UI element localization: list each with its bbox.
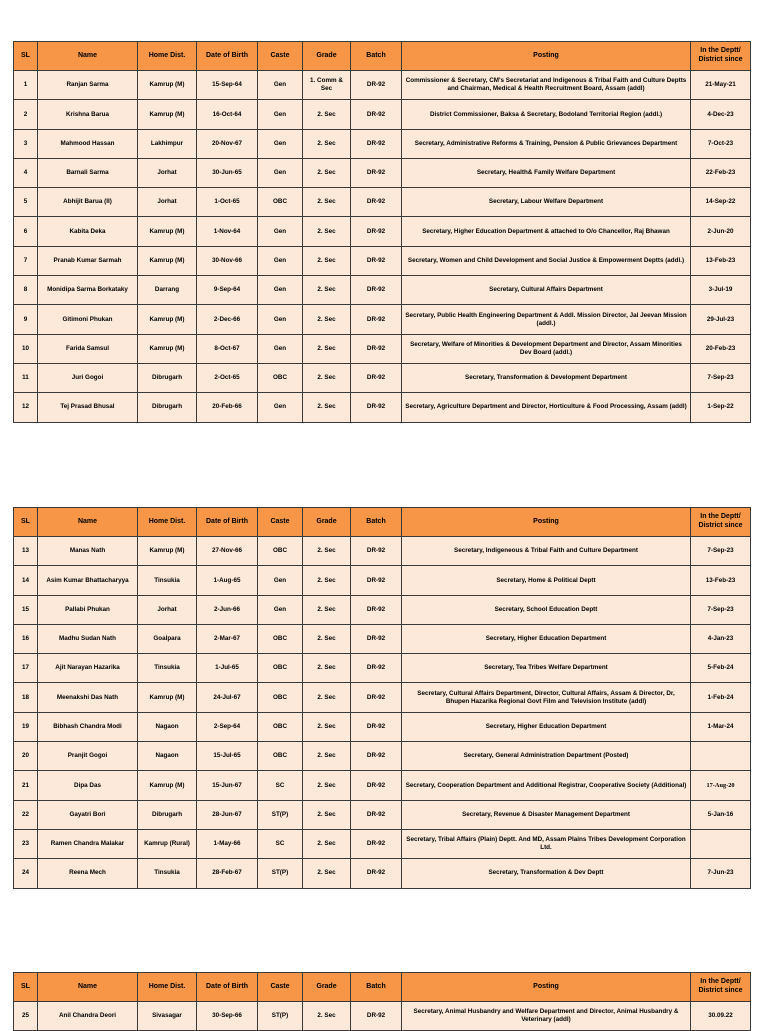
name-cell: Gitimoni Phukan xyxy=(38,305,138,334)
since-cell: 21-May-21 xyxy=(691,71,751,100)
posting-cell: Secretary, Higher Education Department & attached to O/o Chancellor, Raj Bhawan xyxy=(402,217,691,246)
dob-cell: 9-Sep-64 xyxy=(197,276,258,305)
dob-cell: 1-Jul-65 xyxy=(197,654,258,683)
home-dist-cell: Kamrup (Rural) xyxy=(138,829,197,858)
column-header: Caste xyxy=(258,973,303,1002)
grade-cell: 2. Sec xyxy=(303,595,351,624)
caste-cell: Gen xyxy=(258,393,303,422)
table-row xyxy=(14,276,751,305)
table-row xyxy=(14,800,751,829)
since-cell xyxy=(691,742,751,771)
since-cell: 22-Feb-23 xyxy=(691,158,751,187)
batch-cell: DR-92 xyxy=(351,683,402,712)
sl-cell: 22 xyxy=(14,800,38,829)
posting-cell: Secretary, General Administration Department (Posted) xyxy=(402,742,691,771)
posting-cell: Secretary, Animal Husbandry and Welfare Department and Director, Animal Husbandry & Veterinary (addl) xyxy=(402,1002,691,1031)
column-header: Name xyxy=(38,973,138,1002)
sl-cell: 9 xyxy=(14,305,38,334)
grade-cell: 2. Sec xyxy=(303,800,351,829)
caste-cell: SC xyxy=(258,829,303,858)
sl-cell: 5 xyxy=(14,188,38,217)
batch-cell: DR-92 xyxy=(351,654,402,683)
since-cell xyxy=(691,829,751,858)
dob-cell: 28-Jun-67 xyxy=(197,800,258,829)
name-cell: Farida Samsul xyxy=(38,334,138,363)
column-header: Name xyxy=(38,508,138,537)
home-dist-cell: Kamrup (M) xyxy=(138,246,197,275)
since-cell: 13-Feb-23 xyxy=(691,246,751,275)
sl-cell: 4 xyxy=(14,158,38,187)
sl-cell: 19 xyxy=(14,712,38,741)
grade-cell: 2. Sec xyxy=(303,276,351,305)
column-header: Batch xyxy=(351,42,402,71)
column-header: Caste xyxy=(258,508,303,537)
batch-cell: DR-92 xyxy=(351,217,402,246)
grade-cell: 2. Sec xyxy=(303,363,351,392)
header-row xyxy=(14,508,751,537)
name-cell: Tej Prasad Bhusal xyxy=(38,393,138,422)
batch-cell: DR-92 xyxy=(351,246,402,275)
column-header: Date of Birth xyxy=(197,508,258,537)
batch-cell: DR-92 xyxy=(351,537,402,566)
caste-cell: Gen xyxy=(258,217,303,246)
dob-cell: 16-Oct-64 xyxy=(197,100,258,129)
sl-cell: 18 xyxy=(14,683,38,712)
sl-cell: 23 xyxy=(14,829,38,858)
dob-cell: 27-Nov-66 xyxy=(197,537,258,566)
column-header: Posting xyxy=(402,508,691,537)
batch-cell: DR-92 xyxy=(351,71,402,100)
caste-cell: Gen xyxy=(258,71,303,100)
since-cell: 3-Jul-19 xyxy=(691,276,751,305)
home-dist-cell: Sivasagar xyxy=(138,1002,197,1031)
posting-cell: Secretary, Agriculture Department and Director, Horticulture & Food Processing, Assam (addl) xyxy=(402,393,691,422)
caste-cell: ST(P) xyxy=(258,1002,303,1031)
home-dist-cell: Kamrup (M) xyxy=(138,71,197,100)
name-cell: Gayatri Bori xyxy=(38,800,138,829)
caste-cell: SC xyxy=(258,771,303,800)
grade-cell: 2. Sec xyxy=(303,129,351,158)
caste-cell: OBC xyxy=(258,537,303,566)
batch-cell: DR-92 xyxy=(351,595,402,624)
home-dist-cell: Kamrup (M) xyxy=(138,334,197,363)
batch-cell: DR-92 xyxy=(351,305,402,334)
name-cell: Pranjit Gogoi xyxy=(38,742,138,771)
caste-cell: Gen xyxy=(258,566,303,595)
sl-cell: 17 xyxy=(14,654,38,683)
caste-cell: OBC xyxy=(258,363,303,392)
caste-cell: OBC xyxy=(258,742,303,771)
posting-cell: Secretary, School Education Deptt xyxy=(402,595,691,624)
column-header: Batch xyxy=(351,508,402,537)
caste-cell: ST(P) xyxy=(258,859,303,888)
table-row xyxy=(14,363,751,392)
table-row xyxy=(14,129,751,158)
sl-cell: 15 xyxy=(14,595,38,624)
sl-cell: 3 xyxy=(14,129,38,158)
since-cell: 5-Feb-24 xyxy=(691,654,751,683)
column-header: Name xyxy=(38,42,138,71)
header-row xyxy=(14,973,751,1002)
grade-cell: 2. Sec xyxy=(303,712,351,741)
grade-cell: 2. Sec xyxy=(303,859,351,888)
name-cell: Bibhash Chandra Modi xyxy=(38,712,138,741)
since-cell: 1-Feb-24 xyxy=(691,683,751,712)
column-header: In the Deptt/ District since xyxy=(691,508,751,537)
home-dist-cell: Tinsukia xyxy=(138,654,197,683)
sl-cell: 2 xyxy=(14,100,38,129)
since-cell: 1-Sep-22 xyxy=(691,393,751,422)
column-header: SL xyxy=(14,508,38,537)
home-dist-cell: Nagaon xyxy=(138,712,197,741)
name-cell: Pallabi Phukan xyxy=(38,595,138,624)
sl-cell: 1 xyxy=(14,71,38,100)
sl-cell: 16 xyxy=(14,624,38,653)
dob-cell: 1-Nov-64 xyxy=(197,217,258,246)
grade-cell: 2. Sec xyxy=(303,1002,351,1031)
posting-cell: Secretary, Transformation & Dev Deptt xyxy=(402,859,691,888)
caste-cell: OBC xyxy=(258,188,303,217)
caste-cell: Gen xyxy=(258,246,303,275)
dob-cell: 30-Nov-66 xyxy=(197,246,258,275)
home-dist-cell: Dibrugarh xyxy=(138,800,197,829)
batch-cell: DR-92 xyxy=(351,859,402,888)
dob-cell: 2-Dec-66 xyxy=(197,305,258,334)
column-header: In the Deptt/ District since xyxy=(691,42,751,71)
batch-cell: DR-92 xyxy=(351,334,402,363)
since-cell: 1-Mar-24 xyxy=(691,712,751,741)
sl-cell: 13 xyxy=(14,537,38,566)
table-row xyxy=(14,393,751,422)
posting-cell: Commissioner & Secretary, CM's Secretariat and Indigenous & Tribal Faith and Culture Deptts and Chairman, Medical & Health Recruitment Board, Assam (addl) xyxy=(402,71,691,100)
grade-cell: 2. Sec xyxy=(303,393,351,422)
home-dist-cell: Kamrup (M) xyxy=(138,305,197,334)
home-dist-cell: Darrang xyxy=(138,276,197,305)
batch-cell: DR-92 xyxy=(351,276,402,305)
officers-table-3 xyxy=(13,972,751,1031)
home-dist-cell: Jorhat xyxy=(138,188,197,217)
posting-cell: Secretary, Public Health Engineering Department & Addl. Mission Director, Jal Jeevan Mission (addl.) xyxy=(402,305,691,334)
sl-cell: 24 xyxy=(14,859,38,888)
table-row xyxy=(14,624,751,653)
dob-cell: 28-Feb-67 xyxy=(197,859,258,888)
caste-cell: OBC xyxy=(258,683,303,712)
dob-cell: 30-Jun-65 xyxy=(197,158,258,187)
grade-cell: 2. Sec xyxy=(303,829,351,858)
sl-cell: 12 xyxy=(14,393,38,422)
name-cell: Ramen Chandra Malakar xyxy=(38,829,138,858)
sl-cell: 11 xyxy=(14,363,38,392)
grade-cell: 2. Sec xyxy=(303,246,351,275)
since-cell: 7-Jun-23 xyxy=(691,859,751,888)
sl-cell: 20 xyxy=(14,742,38,771)
sl-cell: 8 xyxy=(14,276,38,305)
table-row xyxy=(14,1002,751,1031)
column-header: Posting xyxy=(402,973,691,1002)
dob-cell: 1-Oct-65 xyxy=(197,188,258,217)
caste-cell: Gen xyxy=(258,129,303,158)
dob-cell: 15-Sep-64 xyxy=(197,71,258,100)
grade-cell: 2. Sec xyxy=(303,771,351,800)
name-cell: Mahmood Hassan xyxy=(38,129,138,158)
batch-cell: DR-92 xyxy=(351,100,402,129)
batch-cell: DR-92 xyxy=(351,771,402,800)
grade-cell: 2. Sec xyxy=(303,566,351,595)
grade-cell: 2. Sec xyxy=(303,100,351,129)
dob-cell: 1-May-66 xyxy=(197,829,258,858)
posting-cell: Secretary, Indigeneous & Tribal Faith and Culture Department xyxy=(402,537,691,566)
name-cell: Anil Chandra Deori xyxy=(38,1002,138,1031)
name-cell: Asim Kumar Bhattacharyya xyxy=(38,566,138,595)
since-cell: 30.09.22 xyxy=(691,1002,751,1031)
table-row xyxy=(14,71,751,100)
caste-cell: OBC xyxy=(258,712,303,741)
dob-cell: 20-Nov-67 xyxy=(197,129,258,158)
since-cell: 7-Sep-23 xyxy=(691,595,751,624)
batch-cell: DR-92 xyxy=(351,566,402,595)
table-row xyxy=(14,100,751,129)
column-header: Home Dist. xyxy=(138,42,197,71)
column-header: Date of Birth xyxy=(197,42,258,71)
grade-cell: 2. Sec xyxy=(303,742,351,771)
table-row xyxy=(14,188,751,217)
since-cell: 7-Sep-23 xyxy=(691,363,751,392)
home-dist-cell: Kamrup (M) xyxy=(138,100,197,129)
table-row xyxy=(14,771,751,800)
caste-cell: ST(P) xyxy=(258,800,303,829)
since-cell: 7-Sep-23 xyxy=(691,537,751,566)
dob-cell: 30-Sep-66 xyxy=(197,1002,258,1031)
sl-cell: 14 xyxy=(14,566,38,595)
grade-cell: 2. Sec xyxy=(303,217,351,246)
batch-cell: DR-92 xyxy=(351,712,402,741)
name-cell: Monidipa Sarma Borkataky xyxy=(38,276,138,305)
posting-cell: Secretary, Labour Welfare Department xyxy=(402,188,691,217)
dob-cell: 15-Jul-65 xyxy=(197,742,258,771)
column-header: Home Dist. xyxy=(138,508,197,537)
dob-cell: 2-Oct-65 xyxy=(197,363,258,392)
dob-cell: 20-Feb-66 xyxy=(197,393,258,422)
home-dist-cell: Dibrugarh xyxy=(138,393,197,422)
table-row xyxy=(14,654,751,683)
posting-cell: Secretary, Home & Political Deptt xyxy=(402,566,691,595)
batch-cell: DR-92 xyxy=(351,742,402,771)
batch-cell: DR-92 xyxy=(351,363,402,392)
header-row xyxy=(14,42,751,71)
column-header: Grade xyxy=(303,42,351,71)
officers-table-1 xyxy=(13,41,751,423)
home-dist-cell: Kamrup (M) xyxy=(138,771,197,800)
posting-cell: Secretary, Health& Family Welfare Department xyxy=(402,158,691,187)
since-cell: 4-Jan-23 xyxy=(691,624,751,653)
since-cell: 5-Jan-16 xyxy=(691,800,751,829)
column-header: In the Deptt/ District since xyxy=(691,973,751,1002)
home-dist-cell: Kamrup (M) xyxy=(138,537,197,566)
caste-cell: Gen xyxy=(258,276,303,305)
batch-cell: DR-92 xyxy=(351,1002,402,1031)
name-cell: Pranab Kumar Sarmah xyxy=(38,246,138,275)
officers-table-2 xyxy=(13,507,751,889)
name-cell: Kabita Deka xyxy=(38,217,138,246)
posting-cell: Secretary, Administrative Reforms & Training, Pension & Public Grievances Department xyxy=(402,129,691,158)
since-cell: 17-Aug-20 xyxy=(691,771,751,800)
caste-cell: OBC xyxy=(258,624,303,653)
caste-cell: OBC xyxy=(258,654,303,683)
dob-cell: 24-Jul-67 xyxy=(197,683,258,712)
column-header: Caste xyxy=(258,42,303,71)
since-cell: 2-Jun-20 xyxy=(691,217,751,246)
batch-cell: DR-92 xyxy=(351,800,402,829)
column-header: Grade xyxy=(303,508,351,537)
batch-cell: DR-92 xyxy=(351,393,402,422)
batch-cell: DR-92 xyxy=(351,624,402,653)
home-dist-cell: Tinsukia xyxy=(138,566,197,595)
caste-cell: Gen xyxy=(258,334,303,363)
column-header: Date of Birth xyxy=(197,973,258,1002)
posting-cell: Secretary, Tribal Affairs (Plain) Deptt. And MD, Assam Plains Tribes Development Corporation Ltd. xyxy=(402,829,691,858)
home-dist-cell: Lakhimpur xyxy=(138,129,197,158)
batch-cell: DR-92 xyxy=(351,129,402,158)
table-row xyxy=(14,683,751,712)
name-cell: Abhijit Barua (II) xyxy=(38,188,138,217)
name-cell: Ranjan Sarma xyxy=(38,71,138,100)
table-row xyxy=(14,246,751,275)
dob-cell: 1-Aug-65 xyxy=(197,566,258,595)
column-header: SL xyxy=(14,42,38,71)
grade-cell: 2. Sec xyxy=(303,188,351,217)
posting-cell: Secretary, Tea Tribes Welfare Department xyxy=(402,654,691,683)
sl-cell: 6 xyxy=(14,217,38,246)
sl-cell: 21 xyxy=(14,771,38,800)
grade-cell: 2. Sec xyxy=(303,654,351,683)
table-row xyxy=(14,217,751,246)
posting-cell: Secretary, Cultural Affairs Department, Director, Cultural Affairs, Assam & Director, Dr, Bhupen Hazarika Regional Govt Film and Television Institute (addl) xyxy=(402,683,691,712)
posting-cell: Secretary, Higher Education Department xyxy=(402,624,691,653)
sl-cell: 10 xyxy=(14,334,38,363)
dob-cell: 2-Mar-67 xyxy=(197,624,258,653)
table-row xyxy=(14,158,751,187)
since-cell: 13-Feb-23 xyxy=(691,566,751,595)
posting-cell: Secretary, Cultural Affairs Department xyxy=(402,276,691,305)
since-cell: 7-Oct-23 xyxy=(691,129,751,158)
grade-cell: 2. Sec xyxy=(303,305,351,334)
home-dist-cell: Nagaon xyxy=(138,742,197,771)
grade-cell: 2. Sec xyxy=(303,683,351,712)
table-row xyxy=(14,829,751,858)
table-row xyxy=(14,595,751,624)
dob-cell: 8-Oct-67 xyxy=(197,334,258,363)
home-dist-cell: Goalpara xyxy=(138,624,197,653)
grade-cell: 2. Sec xyxy=(303,158,351,187)
column-header: Home Dist. xyxy=(138,973,197,1002)
posting-cell: Secretary, Cooperation Department and Additional Registrar, Cooperative Society (Additional) xyxy=(402,771,691,800)
since-cell: 14-Sep-22 xyxy=(691,188,751,217)
home-dist-cell: Dibrugarh xyxy=(138,363,197,392)
grade-cell: 2. Sec xyxy=(303,624,351,653)
batch-cell: DR-92 xyxy=(351,158,402,187)
column-header: Batch xyxy=(351,973,402,1002)
home-dist-cell: Tinsukia xyxy=(138,859,197,888)
posting-cell: Secretary, Revenue & Disaster Management Department xyxy=(402,800,691,829)
column-header: SL xyxy=(14,973,38,1002)
name-cell: Ajit Narayan Hazarika xyxy=(38,654,138,683)
since-cell: 29-Jul-23 xyxy=(691,305,751,334)
grade-cell: 2. Sec xyxy=(303,537,351,566)
posting-cell: District Commissioner, Baksa & Secretary, Bodoland Territorial Region (addl.) xyxy=(402,100,691,129)
table-row xyxy=(14,305,751,334)
grade-cell: 2. Sec xyxy=(303,334,351,363)
caste-cell: Gen xyxy=(258,595,303,624)
batch-cell: DR-92 xyxy=(351,829,402,858)
table-row xyxy=(14,712,751,741)
table-row xyxy=(14,334,751,363)
caste-cell: Gen xyxy=(258,305,303,334)
caste-cell: Gen xyxy=(258,100,303,129)
since-cell: 20-Feb-23 xyxy=(691,334,751,363)
table-row xyxy=(14,742,751,771)
since-cell: 4-Dec-23 xyxy=(691,100,751,129)
posting-cell: Secretary, Higher Education Department xyxy=(402,712,691,741)
home-dist-cell: Kamrup (M) xyxy=(138,217,197,246)
dob-cell: 2-Sep-64 xyxy=(197,712,258,741)
dob-cell: 15-Jun-67 xyxy=(197,771,258,800)
grade-cell: 1. Comm & Sec xyxy=(303,71,351,100)
name-cell: Meenakshi Das Nath xyxy=(38,683,138,712)
name-cell: Manas Nath xyxy=(38,537,138,566)
name-cell: Barnali Sarma xyxy=(38,158,138,187)
home-dist-cell: Jorhat xyxy=(138,158,197,187)
table-row xyxy=(14,859,751,888)
name-cell: Madhu Sudan Nath xyxy=(38,624,138,653)
posting-cell: Secretary, Women and Child Development and Social Justice & Empowerment Deptts (addl.) xyxy=(402,246,691,275)
batch-cell: DR-92 xyxy=(351,188,402,217)
table-row xyxy=(14,566,751,595)
caste-cell: Gen xyxy=(258,158,303,187)
column-header: Posting xyxy=(402,42,691,71)
name-cell: Reena Mech xyxy=(38,859,138,888)
sl-cell: 7 xyxy=(14,246,38,275)
name-cell: Juri Gogoi xyxy=(38,363,138,392)
home-dist-cell: Kamrup (M) xyxy=(138,683,197,712)
name-cell: Krishna Barua xyxy=(38,100,138,129)
table-row xyxy=(14,537,751,566)
sl-cell: 25 xyxy=(14,1002,38,1031)
column-header: Grade xyxy=(303,973,351,1002)
name-cell: Dipa Das xyxy=(38,771,138,800)
posting-cell: Secretary, Transformation & Development Department xyxy=(402,363,691,392)
home-dist-cell: Jorhat xyxy=(138,595,197,624)
posting-cell: Secretary, Welfare of Minorities & Development Department and Director, Assam Minorities Dev Board (addl.) xyxy=(402,334,691,363)
dob-cell: 2-Jun-66 xyxy=(197,595,258,624)
